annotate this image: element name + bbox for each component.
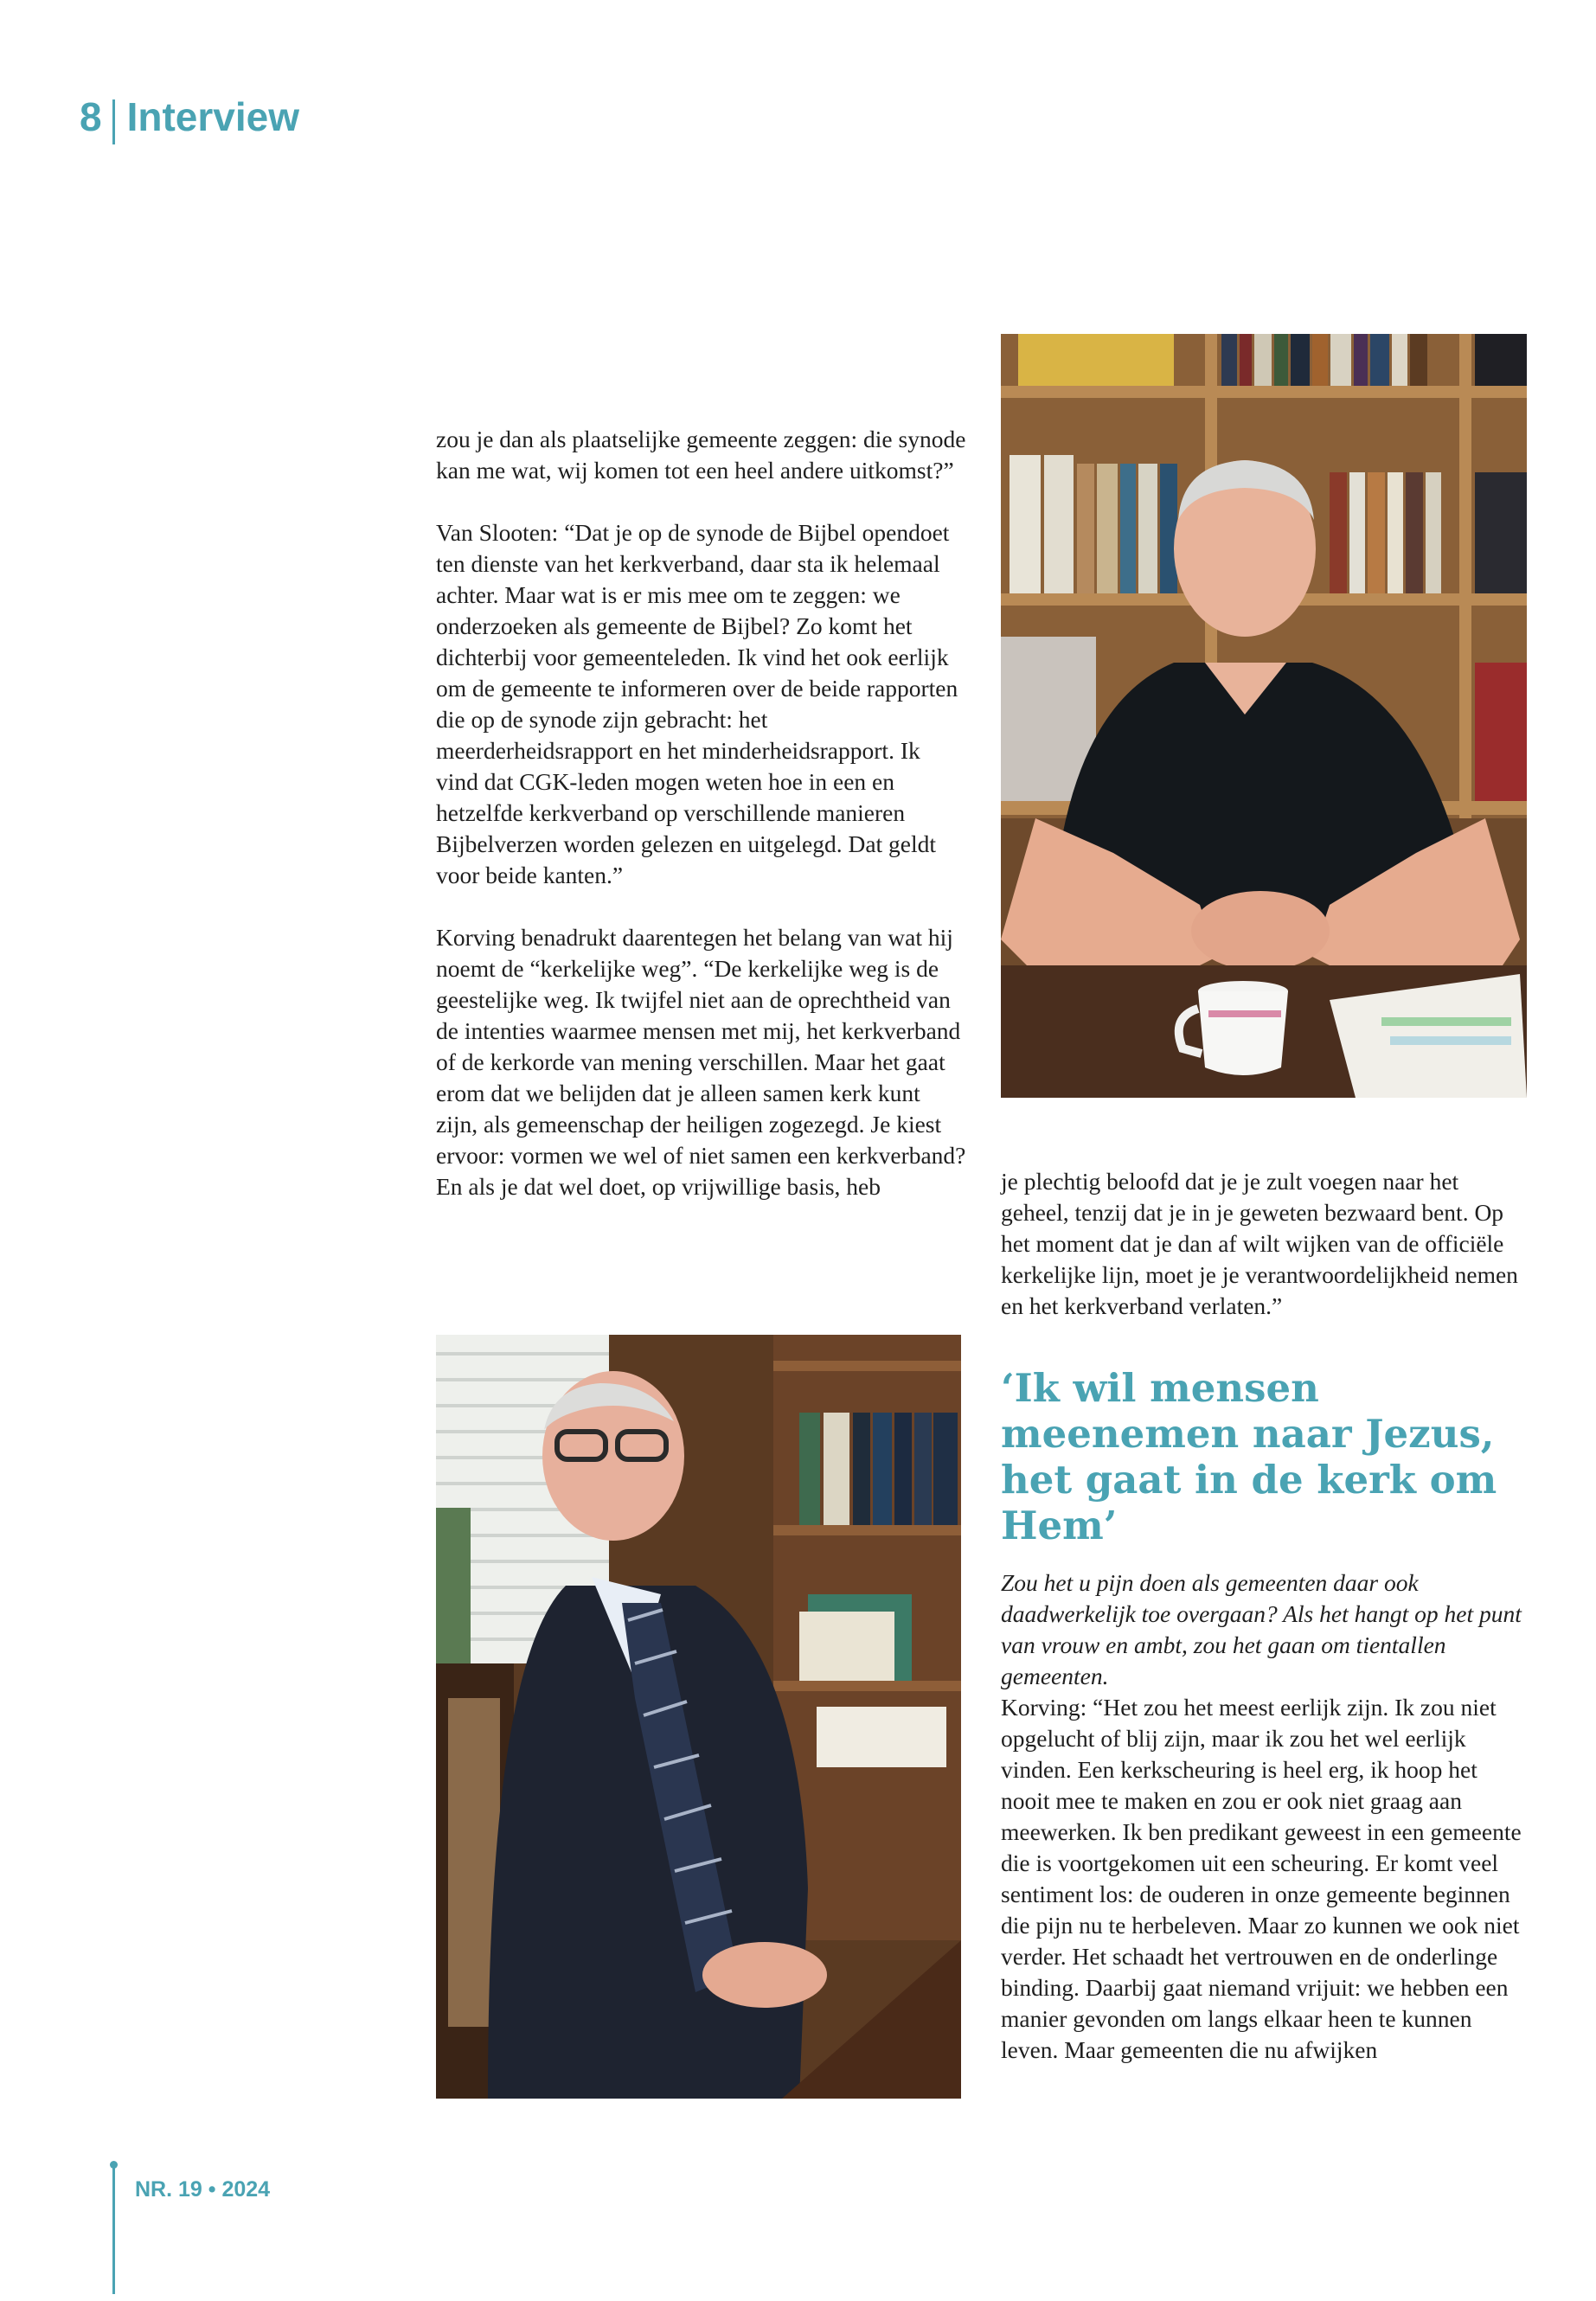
paragraph: Korving: “Het zou het meest eerlijk zijn. Ik zou niet opgelucht of blij zijn, maar ik zou het wel eerlijk vinden. Een kerkscheuring is heel erg, ik hoop het nooit mee te maken en zou er ook niet graag aan meewerken. Ik ben predikant geweest in een gemeente die is voortgekomen uit een scheuring. Er komt veel sentiment los: de ouderen in onze gemeente beginnen die pijn nu te herbeleven. Maar zo kunnen we ook niet verder. Het schaadt het vertrouwen en de onderlinge binding. Daarbij gaat niemand vrijuit: we hebben een manier gevonden om langs elkaar heen te kunnen leven. Maar gemeenten die nu afwijken	[1001, 1694, 1522, 2063]
issue-label: NR. 19 • 2024	[135, 2177, 271, 2202]
paragraph: zou je dan als plaatselijke gemeente zeggen: die synode kan me wat, wij komen tot een heel andere uitkomst?”	[436, 426, 966, 484]
article-column-right-top	[1001, 1166, 1530, 1322]
photo-van-slooten	[1001, 334, 1527, 1098]
paragraph: Korving benadrukt daarentegen het belang van wat hij noemt de “kerkelijke weg”. “De kerkelijke weg is de geestelijke weg. Ik twijfel niet aan de oprechtheid van de intenties waarmee mensen met mij, het kerkverband of de kerkorde van mening verschillen. Maar het gaat erom dat we belijden dat je alleen samen kerk kunt zijn, als gemeenschap der heiligen zogezegd. Je kiest ervoor: vormen we wel of niet samen een kerkverband? En als je dat wel doet, op vrijwillige basis, heb	[436, 924, 966, 1200]
header-divider	[112, 99, 115, 144]
paragraph: je plechtig beloofd dat je je zult voegen naar het geheel, tenzij dat je in je geweten bezwaard bent. Op het moment dat je dan af wilt wijken van de officiële kerkelijke lijn, moet je je verantwoordelijkheid nemen en het kerkverband verlaten.”	[1001, 1168, 1518, 1319]
article-column-right-bottom	[1001, 1567, 1530, 2066]
section-title: Interview	[126, 94, 300, 139]
paragraph: Van Slooten: “Dat je op de synode de Bijbel opendoet ten dienste van het kerkverband, daar sta ik helemaal achter. Maar wat is er mis mee om te zeggen: we onderzoeken als gemeente de Bijbel? Zo komt het dichterbij voor gemeenteleden. Ik vind het ook eerlijk om de gemeente te informeren over de beide rapporten die op de synode zijn gebracht: het meerderheidsrapport en het minderheidsrapport. Ik vind dat CGK-leden mogen weten hoe in een en hetzelfde kerkverband op verschillende manieren Bijbelverzen worden gelezen en uitgelegd. Dat geldt voor beide kanten.”	[436, 519, 958, 888]
article-column-left	[436, 424, 967, 1202]
pull-quote: ‘Ik wil mensen meenemen naar Jezus, het gaat in de kerk om Hem’	[1001, 1365, 1497, 1548]
interview-question: Zou het u pijn doen als gemeenten daar ook daadwerkelijk toe overgaan? Als het hangt op het punt van vrouw en ambt, zou het gaan om tientallen gemeenten.	[1001, 1569, 1522, 1689]
photo-korving	[436, 1335, 961, 2099]
footer-rule	[112, 2164, 115, 2294]
page-header	[80, 93, 299, 140]
page-number: 8	[80, 94, 102, 139]
